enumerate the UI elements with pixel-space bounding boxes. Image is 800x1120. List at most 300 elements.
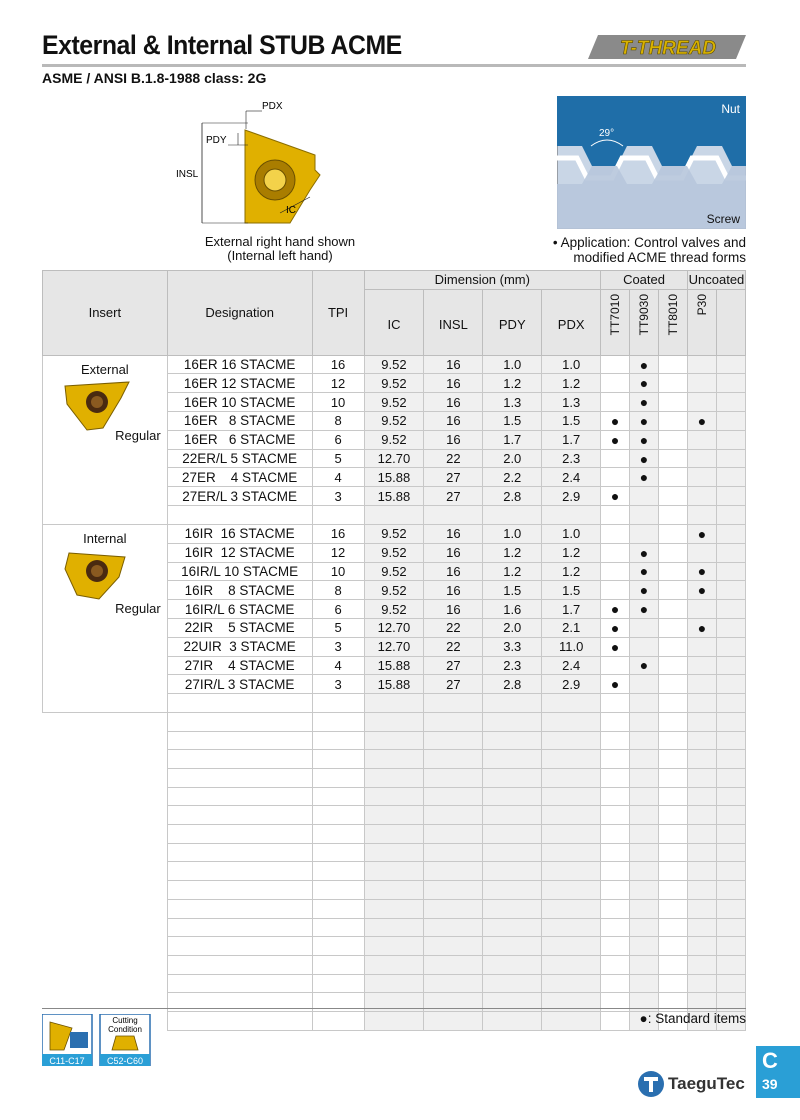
insl-cell: 27 — [424, 675, 483, 694]
empty-cell — [687, 918, 716, 937]
empty-row — [43, 825, 746, 844]
empty-cell — [630, 937, 659, 956]
insl-cell: 27 — [424, 487, 483, 506]
empty-cell — [542, 862, 601, 881]
pdx-cell: 1.7 — [542, 600, 601, 619]
pdx-cell: 1.5 — [542, 412, 601, 431]
designation-cell: 16IR/L 10 STACME — [167, 562, 312, 581]
empty-cell — [687, 506, 716, 525]
tpi-cell: 5 — [312, 618, 364, 637]
icon1-ref: C11-C17 — [49, 1056, 85, 1066]
empty-cell — [424, 750, 483, 769]
empty-row — [43, 899, 746, 918]
icon2-title-line1: Cutting — [112, 1016, 138, 1025]
grade-availability-cell — [687, 543, 716, 562]
empty-cell — [312, 918, 364, 937]
empty-row — [43, 974, 746, 993]
tpi-cell: 10 — [312, 393, 364, 412]
empty-cell — [312, 881, 364, 900]
empty-cell — [364, 937, 424, 956]
insert-dimension-diagram — [170, 95, 360, 240]
empty-cell — [483, 1011, 542, 1030]
pdx-cell: 1.2 — [542, 543, 601, 562]
empty-cell — [659, 862, 688, 881]
empty-cell — [43, 899, 168, 918]
pdx-cell: 2.9 — [542, 675, 601, 694]
empty-cell — [659, 955, 688, 974]
empty-cell — [659, 750, 688, 769]
empty-cell — [43, 731, 168, 750]
empty-cell — [167, 862, 312, 881]
header-grade-blank — [716, 289, 745, 355]
empty-cell — [659, 712, 688, 731]
grade-blank-cell — [716, 581, 745, 600]
empty-cell — [542, 806, 601, 825]
grade-availability-cell — [659, 581, 688, 600]
grade-availability-cell: ● — [630, 600, 659, 619]
empty-cell — [542, 750, 601, 769]
designation-cell: 16ER 6 STACME — [167, 430, 312, 449]
pdx-cell: 1.2 — [542, 374, 601, 393]
grade-availability-cell: ● — [630, 412, 659, 431]
tpi-cell: 12 — [312, 374, 364, 393]
angle-label: 29° — [599, 128, 615, 139]
empty-cell — [542, 899, 601, 918]
grade-availability-cell — [659, 656, 688, 675]
diagram-caption-line1: External right hand shown — [204, 234, 356, 249]
empty-cell — [659, 787, 688, 806]
designation-cell: 16ER 12 STACME — [167, 374, 312, 393]
empty-cell — [483, 862, 542, 881]
empty-cell — [601, 787, 630, 806]
empty-cell — [312, 769, 364, 788]
ic-cell: 12.70 — [364, 637, 424, 656]
empty-cell — [312, 712, 364, 731]
empty-cell — [687, 731, 716, 750]
pdy-cell: 3.3 — [483, 637, 542, 656]
internal-insert-cell — [43, 524, 168, 712]
grade-availability-cell — [601, 656, 630, 675]
grade-availability-cell — [659, 543, 688, 562]
screw-label: Screw — [706, 212, 740, 226]
grade-blank-cell — [716, 543, 745, 562]
ic-cell: 9.52 — [364, 374, 424, 393]
empty-cell — [364, 806, 424, 825]
insl-cell: 16 — [424, 543, 483, 562]
empty-row — [43, 787, 746, 806]
grade-blank-cell — [716, 355, 745, 374]
empty-cell — [312, 974, 364, 993]
empty-cell — [687, 899, 716, 918]
empty-cell — [630, 750, 659, 769]
empty-cell — [601, 750, 630, 769]
ic-cell: 9.52 — [364, 562, 424, 581]
pdy-cell: 1.5 — [483, 581, 542, 600]
empty-cell — [483, 750, 542, 769]
empty-cell — [364, 694, 424, 713]
empty-row — [43, 843, 746, 862]
grade-availability-cell — [687, 600, 716, 619]
tpi-cell: 16 — [312, 355, 364, 374]
grade-availability-cell: ● — [601, 487, 630, 506]
insl-cell: 22 — [424, 449, 483, 468]
grade-blank-cell — [716, 430, 745, 449]
empty-cell — [659, 843, 688, 862]
designation-cell: 16IR 16 STACME — [167, 524, 312, 543]
label-pdx: PDX — [262, 101, 283, 112]
empty-cell — [601, 918, 630, 937]
empty-cell — [424, 881, 483, 900]
grade-blank-cell — [716, 468, 745, 487]
grade-availability-cell — [659, 374, 688, 393]
grade-availability-cell — [601, 562, 630, 581]
empty-cell — [687, 787, 716, 806]
table-bottom-rule — [42, 1008, 746, 1009]
insl-cell: 16 — [424, 581, 483, 600]
empty-cell — [167, 750, 312, 769]
empty-row — [43, 769, 746, 788]
tpi-cell: 3 — [312, 637, 364, 656]
header-insert: Insert — [43, 271, 168, 356]
header-tpi: TPI — [312, 271, 364, 356]
tpi-cell: 5 — [312, 449, 364, 468]
section-tab[interactable] — [756, 1046, 800, 1098]
designation-cell: 22ER/L 5 STACME — [167, 449, 312, 468]
empty-cell — [483, 825, 542, 844]
empty-cell — [630, 787, 659, 806]
empty-cell — [43, 937, 168, 956]
grade-availability-cell: ● — [630, 449, 659, 468]
empty-cell — [601, 731, 630, 750]
grade-availability-cell: ● — [601, 600, 630, 619]
empty-cell — [716, 806, 745, 825]
empty-cell — [542, 769, 601, 788]
empty-cell — [542, 1011, 601, 1030]
empty-cell — [630, 899, 659, 918]
empty-cell — [687, 806, 716, 825]
empty-cell — [364, 731, 424, 750]
empty-cell — [716, 506, 745, 525]
empty-cell — [630, 506, 659, 525]
empty-cell — [659, 506, 688, 525]
internal-sub-label: Regular — [115, 600, 161, 616]
grade-availability-cell: ● — [630, 430, 659, 449]
empty-cell — [424, 1011, 483, 1030]
empty-cell — [716, 937, 745, 956]
empty-cell — [312, 825, 364, 844]
grade-availability-cell — [601, 355, 630, 374]
grade-availability-cell — [687, 430, 716, 449]
grade-availability-cell — [687, 468, 716, 487]
grade-availability-cell: ● — [630, 393, 659, 412]
designation-cell: 16IR 12 STACME — [167, 543, 312, 562]
grade-availability-cell: ● — [687, 524, 716, 543]
empty-cell — [364, 1011, 424, 1030]
insl-cell: 16 — [424, 524, 483, 543]
empty-row — [43, 712, 746, 731]
empty-cell — [312, 843, 364, 862]
empty-cell — [542, 955, 601, 974]
grade-blank-cell — [716, 600, 745, 619]
empty-cell — [167, 974, 312, 993]
empty-cell — [424, 843, 483, 862]
grade-blank-cell — [716, 393, 745, 412]
header-pdy: PDY — [483, 289, 542, 355]
empty-cell — [716, 843, 745, 862]
empty-cell — [659, 825, 688, 844]
insl-cell: 16 — [424, 412, 483, 431]
empty-cell — [167, 694, 312, 713]
grade-availability-cell — [630, 618, 659, 637]
empty-cell — [601, 694, 630, 713]
grade-availability-cell — [659, 355, 688, 374]
grade-availability-cell — [659, 562, 688, 581]
empty-cell — [43, 918, 168, 937]
table-row — [43, 524, 746, 543]
empty-cell — [659, 974, 688, 993]
pdx-cell: 1.2 — [542, 562, 601, 581]
grade-availability-cell — [659, 468, 688, 487]
empty-cell — [716, 825, 745, 844]
empty-cell — [542, 843, 601, 862]
pdx-cell: 2.1 — [542, 618, 601, 637]
empty-cell — [630, 825, 659, 844]
empty-cell — [167, 955, 312, 974]
empty-cell — [424, 974, 483, 993]
empty-cell — [687, 712, 716, 731]
insl-cell: 22 — [424, 637, 483, 656]
grade-tt8010-label: TT8010 — [665, 293, 680, 336]
grade-blank-cell — [716, 487, 745, 506]
grade-availability-cell — [630, 675, 659, 694]
empty-cell — [424, 918, 483, 937]
empty-cell — [424, 694, 483, 713]
pdy-cell: 1.5 — [483, 412, 542, 431]
empty-cell — [601, 862, 630, 881]
tpi-cell: 4 — [312, 468, 364, 487]
empty-cell — [601, 825, 630, 844]
insl-cell: 16 — [424, 562, 483, 581]
empty-cell — [630, 731, 659, 750]
pdx-cell: 1.7 — [542, 430, 601, 449]
empty-cell — [424, 955, 483, 974]
empty-cell — [630, 843, 659, 862]
empty-cell — [312, 787, 364, 806]
pdx-cell: 1.0 — [542, 524, 601, 543]
empty-cell — [364, 899, 424, 918]
designation-cell: 27ER 4 STACME — [167, 468, 312, 487]
grade-availability-cell — [601, 543, 630, 562]
ic-cell: 15.88 — [364, 468, 424, 487]
empty-cell — [167, 769, 312, 788]
empty-cell — [601, 937, 630, 956]
empty-cell — [312, 806, 364, 825]
pdx-cell: 1.0 — [542, 355, 601, 374]
pdy-cell: 1.2 — [483, 543, 542, 562]
header-pdx: PDX — [542, 289, 601, 355]
empty-cell — [43, 862, 168, 881]
grade-availability-cell — [630, 637, 659, 656]
empty-cell — [312, 862, 364, 881]
empty-cell — [601, 955, 630, 974]
empty-cell — [483, 899, 542, 918]
grade-availability-cell: ● — [630, 355, 659, 374]
grade-availability-cell: ● — [601, 430, 630, 449]
empty-cell — [542, 974, 601, 993]
ic-cell: 15.88 — [364, 487, 424, 506]
grade-availability-cell — [687, 637, 716, 656]
grade-blank-cell — [716, 562, 745, 581]
empty-row — [43, 937, 746, 956]
nut-label: Nut — [721, 102, 740, 116]
empty-cell — [364, 862, 424, 881]
section-letter: C — [762, 1048, 778, 1073]
external-sub-label: Regular — [115, 427, 161, 443]
ic-cell: 15.88 — [364, 675, 424, 694]
pdx-cell: 2.4 — [542, 656, 601, 675]
external-insert-cell — [43, 355, 168, 524]
empty-cell — [716, 918, 745, 937]
designation-cell: 16ER 10 STACME — [167, 393, 312, 412]
grade-availability-cell — [630, 487, 659, 506]
empty-cell — [312, 731, 364, 750]
ic-cell: 9.52 — [364, 524, 424, 543]
grade-tt9030-label: TT9030 — [637, 293, 652, 336]
grade-availability-cell — [659, 412, 688, 431]
grade-blank-cell — [716, 675, 745, 694]
empty-cell — [364, 506, 424, 525]
pdx-cell: 2.4 — [542, 468, 601, 487]
empty-cell — [43, 955, 168, 974]
header-dimension: Dimension (mm) — [364, 271, 601, 290]
empty-cell — [659, 881, 688, 900]
pdy-cell: 1.2 — [483, 374, 542, 393]
empty-cell — [424, 769, 483, 788]
empty-cell — [167, 825, 312, 844]
empty-cell — [364, 974, 424, 993]
empty-cell — [659, 918, 688, 937]
grade-blank-cell — [716, 656, 745, 675]
pdx-cell: 1.3 — [542, 393, 601, 412]
grade-availability-cell: ● — [601, 412, 630, 431]
empty-cell — [483, 955, 542, 974]
empty-cell — [542, 918, 601, 937]
empty-row — [43, 881, 746, 900]
grade-availability-cell — [659, 430, 688, 449]
ic-cell: 9.52 — [364, 600, 424, 619]
grade-availability-cell — [601, 581, 630, 600]
empty-cell — [716, 955, 745, 974]
empty-cell — [601, 712, 630, 731]
empty-cell — [483, 806, 542, 825]
empty-cell — [483, 769, 542, 788]
grade-availability-cell — [601, 393, 630, 412]
empty-cell — [542, 731, 601, 750]
empty-cell — [167, 712, 312, 731]
empty-cell — [312, 937, 364, 956]
insl-cell: 16 — [424, 600, 483, 619]
pdx-cell: 1.5 — [542, 581, 601, 600]
header-grade-tt7010 — [601, 289, 630, 355]
tpi-cell: 8 — [312, 581, 364, 600]
empty-cell — [312, 750, 364, 769]
empty-cell — [167, 937, 312, 956]
pdy-cell: 2.0 — [483, 449, 542, 468]
grade-availability-cell — [659, 524, 688, 543]
tpi-cell: 16 — [312, 524, 364, 543]
empty-cell — [716, 881, 745, 900]
empty-cell — [716, 899, 745, 918]
empty-row — [43, 750, 746, 769]
header-grade-p30 — [687, 289, 716, 355]
ic-cell: 9.52 — [364, 430, 424, 449]
header-grade-tt9030 — [630, 289, 659, 355]
empty-cell — [601, 899, 630, 918]
empty-cell — [424, 862, 483, 881]
label-ic: IC — [286, 205, 296, 216]
grade-availability-cell — [630, 524, 659, 543]
grade-availability-cell — [687, 656, 716, 675]
designation-cell: 27IR/L 3 STACME — [167, 675, 312, 694]
empty-cell — [312, 694, 364, 713]
empty-cell — [167, 506, 312, 525]
grade-availability-cell — [687, 675, 716, 694]
title-rule — [42, 64, 746, 67]
application-note-line1: • Application: Control valves and — [552, 235, 746, 250]
empty-cell — [364, 787, 424, 806]
empty-row — [43, 955, 746, 974]
external-label: External — [81, 361, 129, 377]
empty-cell — [659, 899, 688, 918]
insl-cell: 22 — [424, 618, 483, 637]
company-name: TaeguTec — [668, 1074, 745, 1093]
empty-cell — [659, 694, 688, 713]
empty-cell — [601, 974, 630, 993]
grade-availability-cell — [601, 524, 630, 543]
empty-cell — [601, 806, 630, 825]
empty-cell — [483, 506, 542, 525]
grade-availability-cell: ● — [687, 581, 716, 600]
empty-cell — [687, 694, 716, 713]
empty-cell — [312, 899, 364, 918]
grade-availability-cell — [659, 618, 688, 637]
empty-cell — [542, 506, 601, 525]
empty-cell — [167, 881, 312, 900]
empty-cell — [43, 806, 168, 825]
pdy-cell: 1.3 — [483, 393, 542, 412]
grade-availability-cell: ● — [630, 581, 659, 600]
empty-cell — [542, 712, 601, 731]
empty-cell — [687, 769, 716, 788]
brand-logo-text: T-THREAD — [619, 38, 717, 59]
grade-blank-cell — [716, 637, 745, 656]
brand-logo — [588, 33, 746, 61]
insl-cell: 16 — [424, 374, 483, 393]
page-title: External & Internal STUB ACME — [42, 30, 402, 60]
empty-cell — [43, 769, 168, 788]
empty-cell — [424, 899, 483, 918]
grade-availability-cell: ● — [630, 562, 659, 581]
pdy-cell: 1.0 — [483, 355, 542, 374]
tpi-cell: 6 — [312, 600, 364, 619]
empty-cell — [483, 694, 542, 713]
tpi-cell: 4 — [312, 656, 364, 675]
empty-cell — [424, 506, 483, 525]
designation-cell: 16IR/L 6 STACME — [167, 600, 312, 619]
empty-cell — [167, 806, 312, 825]
empty-cell — [630, 769, 659, 788]
pdx-cell: 11.0 — [542, 637, 601, 656]
